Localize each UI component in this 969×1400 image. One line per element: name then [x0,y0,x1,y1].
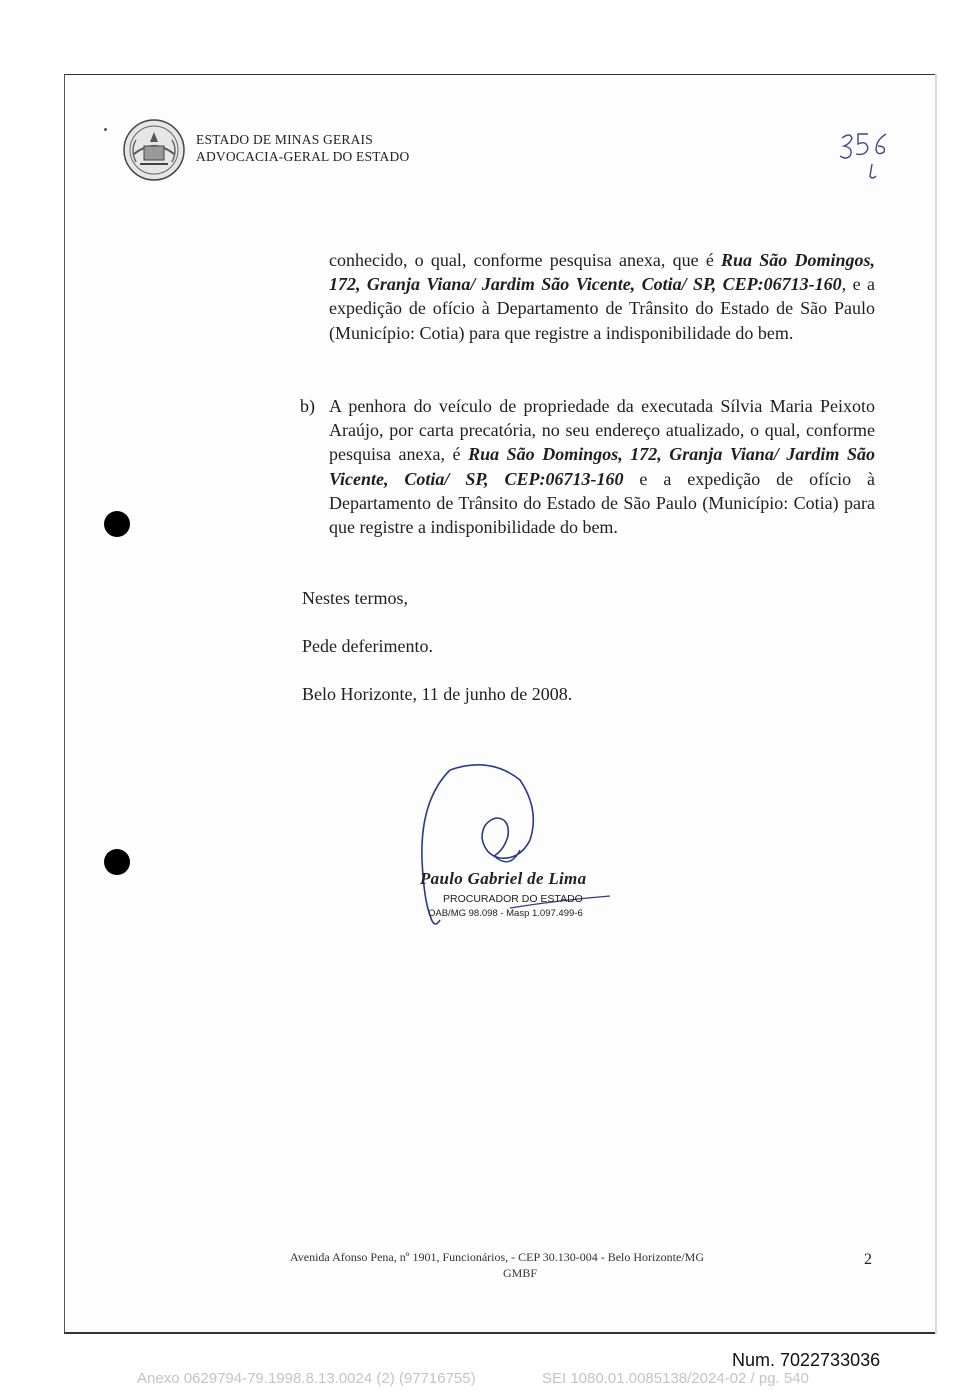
signature-registration: OAB/MG 98.098 - Masp 1.097.499-6 [428,908,583,919]
state-seal-icon [122,118,186,182]
paragraph-address-continued [329,248,875,345]
closing-line-2: Pede deferimento. [302,636,433,656]
footer-code: GMBF [503,1266,538,1280]
header-state: ESTADO DE MINAS GERAIS [196,132,373,147]
annex-reference: Anexo 0629794-79.1998.8.13.0024 (2) (97716755) [137,1370,476,1387]
paragraph-item-b [329,394,875,539]
text: A penhora do veículo de propriedade da executada Sílvia Maria Peixoto Araújo, por carta precatória, no seu endereço atualizado, o qual, conforme pesquisa anexa, é [329,396,875,465]
scan-speck [104,128,107,131]
punch-hole [104,849,130,875]
address-bold: Rua São Domingos, 172, Granja Viana/ Jardim São Vicente, Cotia/ SP, CEP:06713-160 [329,250,875,295]
footer-address: Avenida Afonso Pena, nº 1901, Funcionários, - CEP 30.130-004 - Belo Horizonte/MG [290,1250,705,1264]
closing-date-line: Belo Horizonte, 11 de junho de 2008. [302,684,573,704]
text: e a expedição de ofício à Departamento de Trânsito do Estado de São Paulo (Município: Cotia) para que registre a indisponibilidade do bem. [329,468,876,538]
page-edge [935,74,937,1334]
text: , e a expedição de ofício à Departamento de Trânsito do Estado de São Paulo (Município: Cotia) para que registre a indisponibilidade do bem. [329,274,875,343]
closing-line-1: Nestes termos, [302,588,408,608]
signature-name: Paulo Gabriel de Lima [420,869,587,888]
document-number: Num. 7022733036 [732,1350,881,1370]
signature-role: PROCURADOR DO ESTADO [443,893,583,905]
punch-hole [104,511,130,537]
header-agency: ADVOCACIA-GERAL DO ESTADO [196,149,410,164]
footer-page-number: 2 [864,1251,872,1268]
item-marker-b: b) [300,396,315,416]
sei-reference: SEI 1080.01.0085138/2024-02 / pg. 540 [542,1370,809,1387]
address-bold: Rua São Domingos, 172, Granja Viana/ Jardim São Vicente, Cotia/ SP, CEP:06713-160 [329,444,875,489]
text: conhecido, o qual, conforme pesquisa anexa, que é [329,250,722,270]
handwritten-page-number [838,128,898,188]
